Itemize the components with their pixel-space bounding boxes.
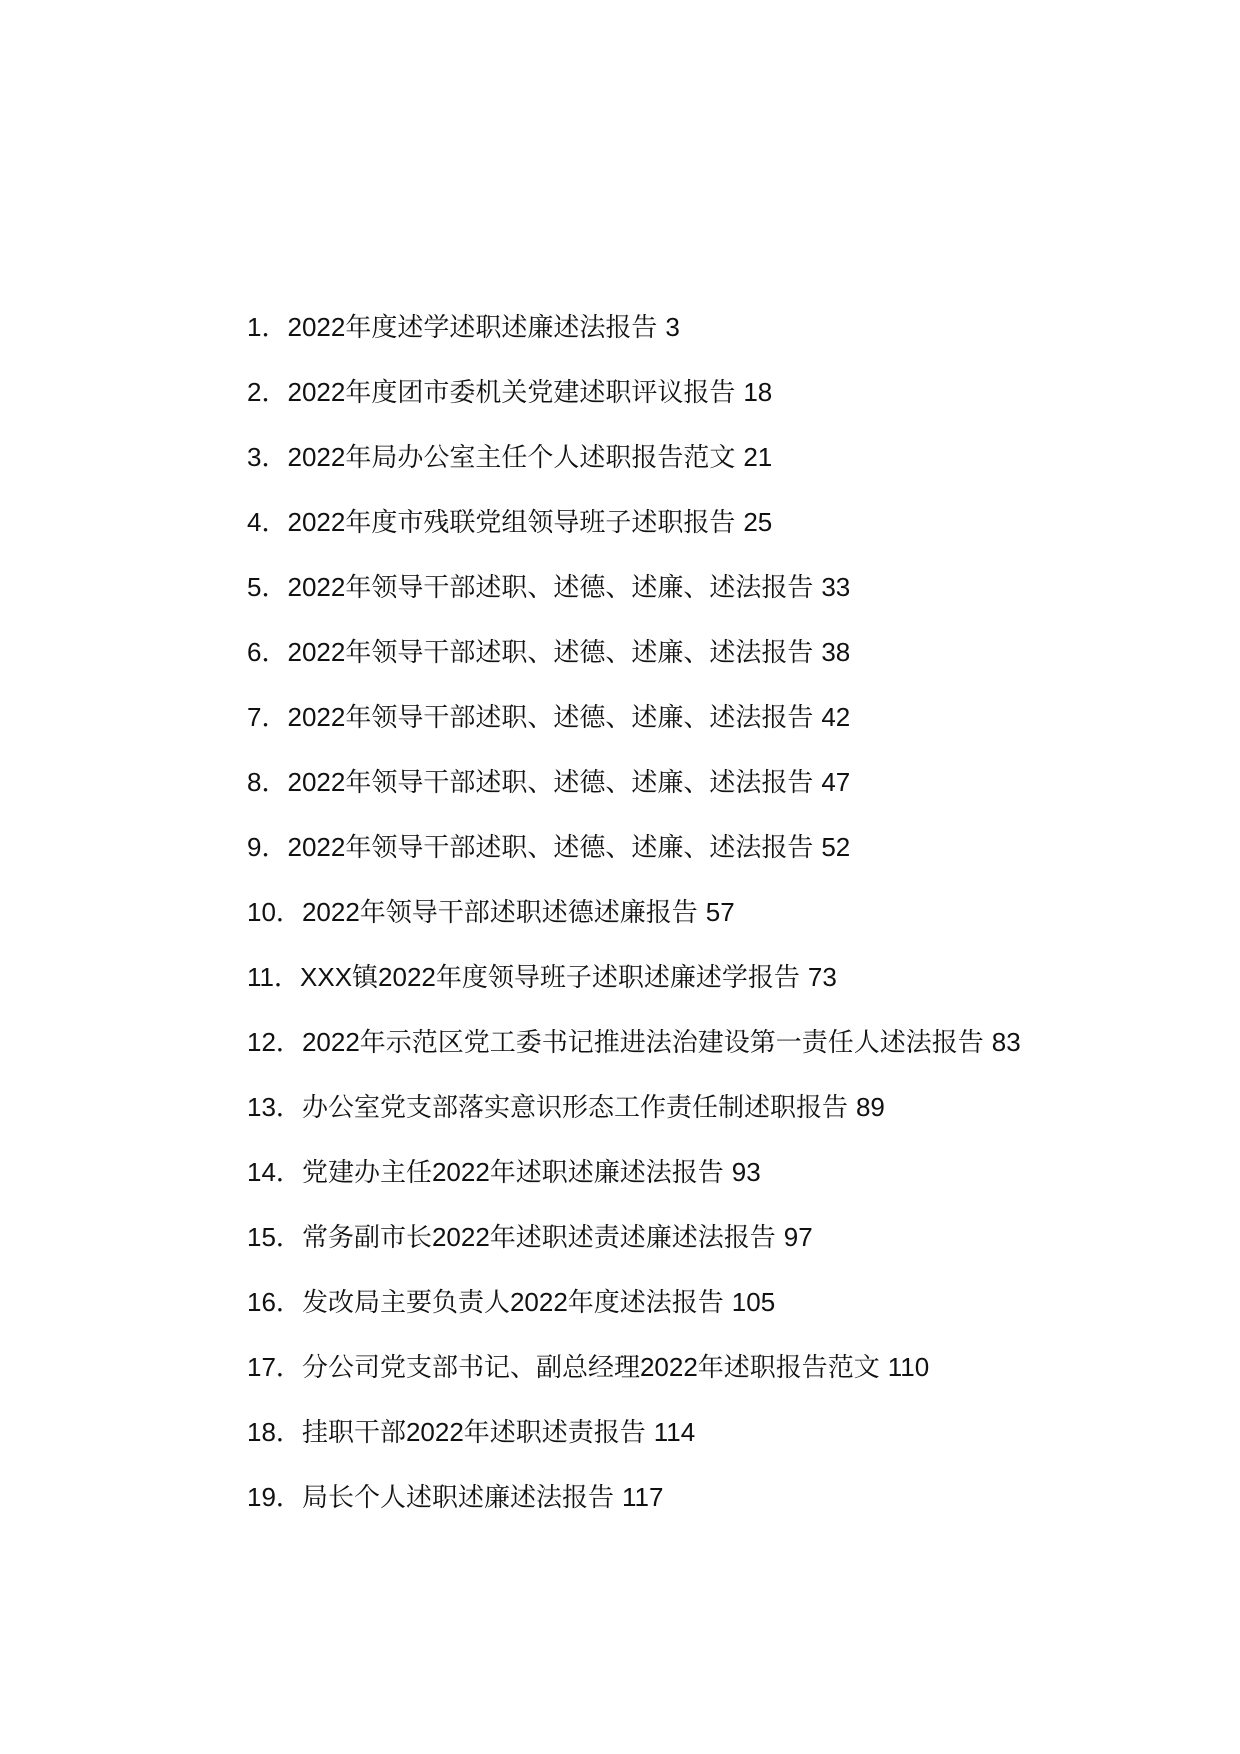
toc-entry[interactable] (188, 1010, 1068, 1075)
toc-entry-separator: ． (261, 507, 288, 537)
toc-entry-separator: ． (274, 962, 301, 992)
toc-entry-num: 17 (247, 1352, 276, 1382)
toc-entry-title: 2022年度市残联党组领导班子述职报告 (287, 507, 736, 537)
toc-entry-separator: ． (261, 312, 288, 342)
toc-entry-title: 2022年领导干部述职、述德、述廉、述法报告 (287, 767, 814, 797)
toc-entry-page: 110 (887, 1352, 930, 1382)
toc-entry-page: 52 (821, 832, 851, 862)
toc-entry-separator: ． (275, 1352, 302, 1382)
toc-entry-num: 5 (247, 572, 262, 602)
toc-entry[interactable] (188, 360, 1068, 425)
toc-entry-page: 105 (731, 1287, 776, 1317)
toc-entry-num: 13 (247, 1092, 276, 1122)
toc-entry[interactable] (188, 1400, 1068, 1465)
toc-entry-title: 2022年领导干部述职、述德、述廉、述法报告 (287, 702, 814, 732)
toc-entry-page: 47 (821, 767, 851, 797)
toc-entry-separator: ． (261, 442, 288, 472)
toc-entry-title: 分公司党支部书记、副总经理2022年述职报告范文 (301, 1352, 880, 1382)
toc-entry-num: 1 (247, 312, 262, 342)
toc-entry-title: 2022年领导干部述职述德述廉报告 (301, 897, 698, 927)
toc-entry-num: 6 (247, 637, 262, 667)
toc-entry-separator: ． (261, 637, 288, 667)
toc-entry-num: 8 (247, 767, 262, 797)
toc-entry-separator: ． (275, 1027, 302, 1057)
toc-entry-page: 18 (743, 377, 773, 407)
toc-entry-page: 89 (855, 1092, 885, 1122)
toc-entry-page: 57 (705, 897, 735, 927)
toc-entry-title: 挂职干部2022年述职述责报告 (301, 1417, 646, 1447)
toc-entry-num: 14 (247, 1157, 276, 1187)
toc-entry[interactable] (188, 1205, 1068, 1270)
toc-entry-separator: ． (275, 1287, 302, 1317)
toc-entry[interactable] (188, 1140, 1068, 1205)
toc-entry-title: 发改局主要负责人2022年度述法报告 (301, 1287, 724, 1317)
toc-entry-page: 73 (807, 962, 837, 992)
toc-entry-num: 12 (247, 1027, 276, 1057)
toc-entry-separator: ． (275, 1482, 302, 1512)
toc-entry-page: 33 (821, 572, 851, 602)
toc-entry[interactable] (188, 425, 1068, 490)
toc-entry-title: 2022年领导干部述职、述德、述廉、述法报告 (287, 832, 814, 862)
toc-entry-separator: ． (275, 1157, 302, 1187)
toc-entry-title: 办公室党支部落实意识形态工作责任制述职报告 (301, 1092, 848, 1122)
toc-entry-num: 4 (247, 507, 262, 537)
toc-entry[interactable] (188, 880, 1068, 945)
toc-entry[interactable] (188, 490, 1068, 555)
toc-entry-separator: ． (261, 832, 288, 862)
toc-entry-title: 2022年领导干部述职、述德、述廉、述法报告 (287, 637, 814, 667)
toc-entry-page: 3 (665, 312, 680, 342)
toc-entry[interactable] (188, 685, 1068, 750)
toc-entry-separator: ． (261, 767, 288, 797)
toc-entry-num: 9 (247, 832, 262, 862)
toc-entry-separator: ． (275, 1092, 302, 1122)
toc-entry-num: 7 (247, 702, 262, 732)
toc-entry-page: 83 (991, 1027, 1021, 1057)
toc-entry-page: 93 (731, 1157, 761, 1187)
toc-entry[interactable] (188, 815, 1068, 880)
toc-entry-num: 19 (247, 1482, 276, 1512)
table-of-contents (188, 295, 1068, 1530)
toc-entry-num: 11 (247, 962, 274, 992)
toc-entry-page: 97 (783, 1222, 813, 1252)
toc-entry-num: 2 (247, 377, 262, 407)
toc-entry-title: 局长个人述职述廉述法报告 (301, 1482, 614, 1512)
toc-entry[interactable] (188, 620, 1068, 685)
toc-entry[interactable] (188, 1075, 1068, 1140)
toc-entry-page: 114 (653, 1417, 696, 1447)
toc-entry-separator: ． (275, 1222, 302, 1252)
toc-entry-page: 38 (821, 637, 851, 667)
toc-entry[interactable] (188, 1465, 1068, 1530)
toc-entry[interactable] (188, 555, 1068, 620)
toc-entry-num: 3 (247, 442, 262, 472)
toc-entry-num: 10 (247, 897, 276, 927)
toc-entry-separator: ． (261, 377, 288, 407)
toc-entry-page: 42 (821, 702, 851, 732)
toc-entry[interactable] (188, 295, 1068, 360)
toc-entry-page: 21 (743, 442, 773, 472)
toc-entry-separator: ． (261, 702, 288, 732)
toc-entry-title: 2022年领导干部述职、述德、述廉、述法报告 (287, 572, 814, 602)
toc-entry-title: 常务副市长2022年述职述责述廉述法报告 (301, 1222, 776, 1252)
toc-entry[interactable] (188, 1270, 1068, 1335)
toc-entry-separator: ． (275, 1417, 302, 1447)
toc-entry[interactable] (188, 750, 1068, 815)
toc-entry-page: 117 (621, 1482, 664, 1512)
toc-entry-title: 2022年局办公室主任个人述职报告范文 (287, 442, 736, 472)
toc-entry-title: XXX镇2022年度领导班子述职述廉述学报告 (300, 962, 800, 992)
toc-entry[interactable] (188, 1335, 1068, 1400)
toc-entry-page: 25 (743, 507, 773, 537)
toc-entry-separator: ． (275, 897, 302, 927)
toc-entry-title: 2022年示范区党工委书记推进法治建设第一责任人述法报告 (301, 1027, 984, 1057)
toc-entry[interactable] (188, 945, 1068, 1010)
toc-entry-num: 16 (247, 1287, 276, 1317)
toc-entry-title: 党建办主任2022年述职述廉述法报告 (301, 1157, 724, 1187)
toc-entry-title: 2022年度团市委机关党建述职评议报告 (287, 377, 736, 407)
toc-entry-title: 2022年度述学述职述廉述法报告 (287, 312, 658, 342)
toc-entry-num: 18 (247, 1417, 276, 1447)
toc-entry-separator: ． (261, 572, 288, 602)
toc-entry-num: 15 (247, 1222, 276, 1252)
